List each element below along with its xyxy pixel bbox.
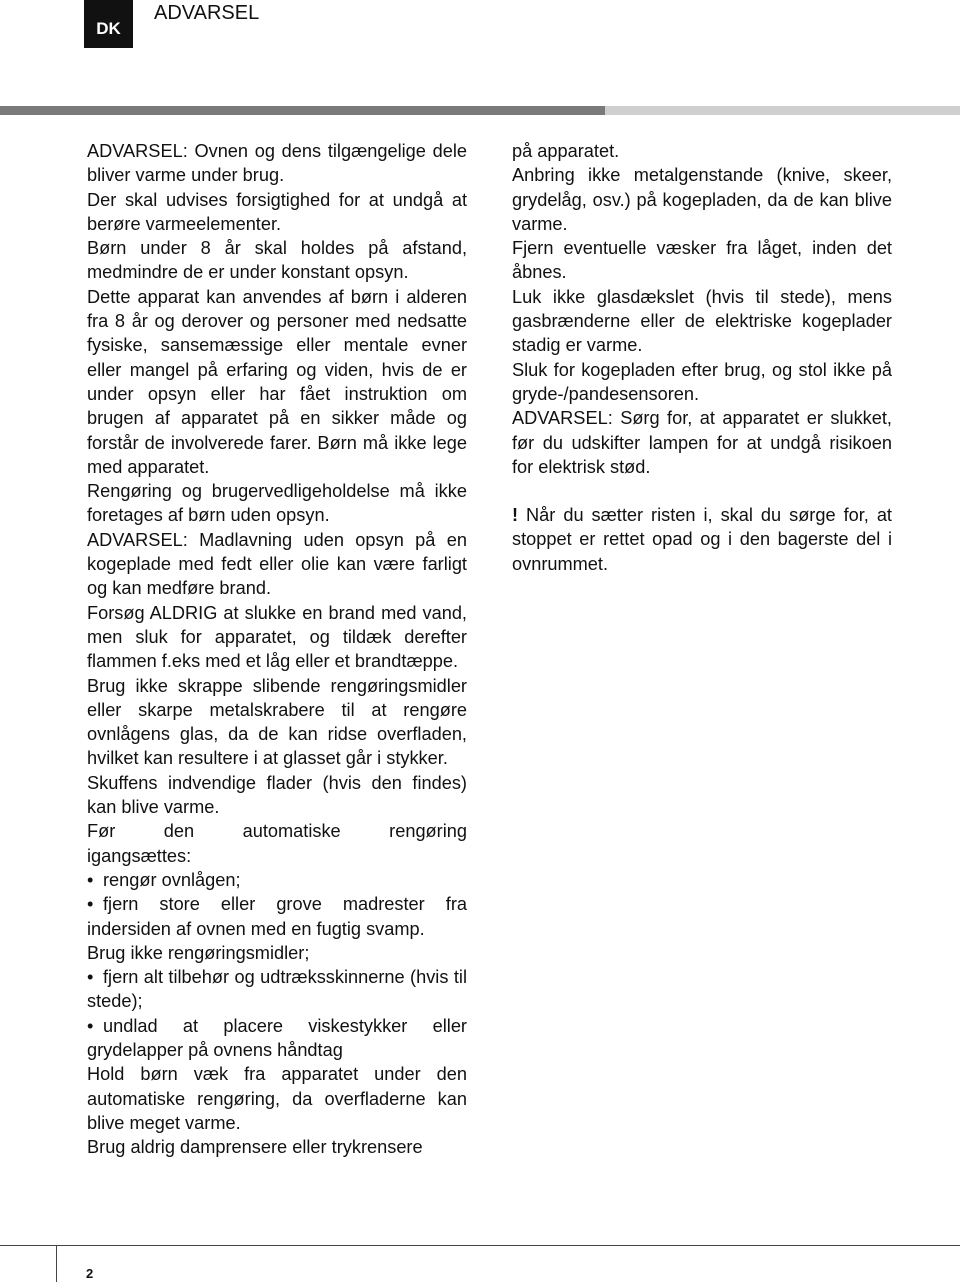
list-item-text: rengør ovnlågen; — [103, 869, 241, 890]
list-item-text: undlad at placere viskestykker eller grydelapper på ovnens håndtag — [87, 1015, 467, 1060]
right-column — [512, 139, 892, 576]
paragraph: Anbring ikke metalgenstande (knive, skeer, grydelåg, osv.) på kogepladen, da de kan blive varme. — [512, 165, 892, 234]
footer-rule — [0, 1245, 960, 1246]
paragraph: Der skal udvises forsigtighed for at undgå at berøre varmeelementer. — [87, 189, 467, 234]
bullet-icon: • — [87, 869, 94, 890]
paragraph: Brug ikke rengøringsmidler; — [87, 942, 310, 963]
footer-tick — [56, 1245, 57, 1282]
warning-icon: ! — [512, 505, 519, 526]
list-item — [87, 1014, 467, 1063]
header-rule-light — [605, 106, 960, 115]
list-item-text: fjern alt tilbehør og udtræksskinnerne (hvis til stede); — [87, 967, 467, 1012]
paragraph: Skuffens indvendige flader (hvis den findes) kan blive varme. — [87, 772, 467, 818]
paragraph: ADVARSEL: Ovnen og dens tilgængelige dele bliver varme under brug. — [87, 141, 467, 186]
paragraph: Forsøg ALDRIG at slukke en brand med vand, men sluk for apparatet, og tildæk derefter flammen f.eks med et låg eller et brandtæppe. — [87, 602, 467, 672]
section-title: ADVARSEL — [154, 2, 260, 24]
list-item — [87, 868, 467, 892]
bullet-icon: • — [87, 1015, 94, 1036]
paragraph: Brug ikke skrappe slibende rengøringsmidler eller skarpe metalskrabere til at rengøre ovnlågens glas, da de kan ridse overfladen, hvilket kan resultere i at glasset går i stykker. — [87, 675, 467, 769]
header-rule-dark — [0, 106, 605, 115]
bullet-icon: • — [87, 894, 94, 915]
page-number: 2 — [86, 1266, 94, 1281]
paragraph: Rengøring og brugervedligeholdelse må ikke foretages af børn uden opsyn. — [87, 481, 467, 526]
paragraph: ADVARSEL: Sørg for, at apparatet er slukket, før du udskifter lampen for at undgå risikoen for elektrisk stød. — [512, 408, 892, 477]
paragraph: Før den automatiske rengøring — [87, 821, 467, 842]
paragraph: Dette apparat kan anvendes af børn i alderen fra 8 år og derover og personer med nedsatte fysiske, sansemæssige eller mentale evner eller mangel på erfaring og viden, hvis de er under opsyn eller har fået instruktion om brugen af apparatet på en sikker måde og forstår de involverede farer. Børn må ikke lege med apparatet. — [87, 286, 467, 477]
paragraph: Børn under 8 år skal holdes på afstand, medmindre de er under konstant opsyn. — [87, 238, 467, 283]
paragraph: ADVARSEL: Madlavning uden opsyn på en kogeplade med fedt eller olie kan være farligt og kan medføre brand. — [87, 529, 467, 599]
note — [512, 503, 892, 576]
list-item — [87, 965, 467, 1014]
left-column — [87, 139, 467, 1159]
bullet-icon: • — [87, 967, 94, 988]
list-item — [87, 892, 467, 941]
paragraph: Sluk for kogepladen efter brug, og stol ikke på gryde-/pandesensoren. — [512, 359, 892, 404]
paragraph: Brug aldrig damprensere eller trykrensere — [87, 1137, 423, 1158]
paragraph: på apparatet. — [512, 141, 620, 161]
list-item-text: fjern store eller grove madrester fra indersiden af ovnen med en fugtig svamp. — [87, 894, 467, 939]
paragraph: Luk ikke glasdækslet (hvis til stede), mens gasbrænderne eller de elektriske kogeplader stadig er varme. — [512, 286, 892, 356]
note-text: Når du sætter risten i, skal du sørge for, at stoppet er rettet opad og i den bagerste del i ovnrummet. — [512, 505, 892, 574]
paragraph: Hold børn væk fra apparatet under den automatiske rengøring, da overfladerne kan blive meget varme. — [87, 1064, 467, 1133]
paragraph: igangsættes: — [87, 845, 192, 866]
paragraph: Fjern eventuelle væsker fra låget, inden det åbnes. — [512, 238, 892, 283]
language-badge: DK — [84, 0, 133, 48]
